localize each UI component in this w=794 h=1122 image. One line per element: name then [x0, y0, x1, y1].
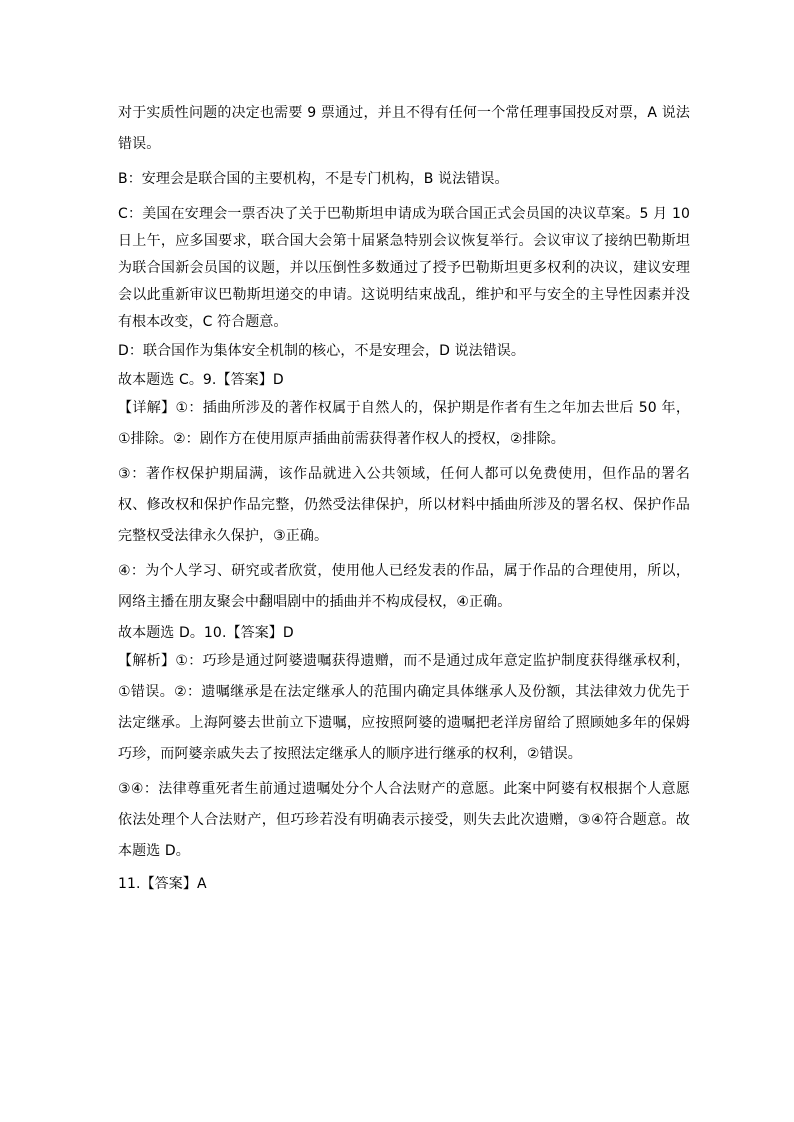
paragraph-q10-analysis: 【解析】①：巧珍是通过阿婆遗嘱获得遗赠，而不是通过成年意定监护制度获得继承权利，①错误。②：遗嘱继承是在法定继承人的范围内确定具体继承人及份额，其法律效力优先于法定继承。上海阿婆去世前立下遗嘱，应按照阿婆的遗嘱把老洋房留给了照顾她多年的保姆巧珍，而阿婆亲戚失去了按照法定继承人的顺序进行继承的权利，②错误。 [118, 653, 690, 762]
paragraph-q9-detail: 【详解】①：插曲所涉及的著作权属于自然人的，保护期是作者有生之年加去世后 50 年，①排除。②：剧作方在使用原声插曲前需获得著作权人的授权，②排除。 [118, 400, 690, 447]
paragraph-q9-point-4: ④：为个人学习、研究或者欣赏，使用他人已经发表的作品，属于作品的合理使用，所以，网络主播在朋友聚会中翻唱剧中的插曲并不构成侵权，④正确。 [118, 563, 690, 610]
paragraph-q9-point-3: ③：著作权保护期届满，该作品就进入公共领域，任何人都可以免费使用，但作品的署名权、修改权和保护作品完整，仍然受法律保护，所以材料中插曲所涉及的署名权、保护作品完整权受法律永久保护，③正确。 [118, 466, 690, 544]
answer-line-q11: 11.【答案】A [118, 876, 207, 892]
paragraph-q10-point-34: ③④：法律尊重死者生前通过遗嘱处分个人合法财产的意愿。此案中阿婆有权根据个人意愿依法处理个人合法财产，但巧珍若没有明确表示接受，则失去此次遗赠，③④符合题意。故本题选 D。 [118, 781, 690, 859]
paragraph-option-a-conclusion: 对于实质性问题的决定也需要 9 票通过，并且不得有任何一个常任理事国投反对票，A 说法错误。 [118, 105, 690, 152]
answer-line-q9-q10: 故本题选 D。10.【答案】D [118, 625, 294, 641]
paragraph-option-d: D：联合国作为集体安全机制的核心，不是安理会，D 说法错误。 [118, 343, 526, 359]
paragraph-option-b: B：安理会是联合国的主要机构，不是专门机构，B 说法错误。 [118, 171, 509, 187]
answer-line-q8-q9: 故本题选 C。9.【答案】D [118, 372, 284, 388]
document-body [118, 98, 690, 900]
paragraph-option-c: C：美国在安理会一票否决了关于巴勒斯坦申请成为联合国正式会员国的决议草案。5 月 10 日上午，应多国要求，联合国大会第十届紧急特别会议恢复举行。会议审议了接纳巴勒斯坦为联合国新会员国的议题，并以压倒性多数通过了授予巴勒斯坦更多权利的决议，建议安理会以此重新审议巴勒斯坦递交的申请。这说明结束战乱，维护和平与安全的主导性因素并没有根本改变，C 符合题意。 [118, 206, 690, 330]
